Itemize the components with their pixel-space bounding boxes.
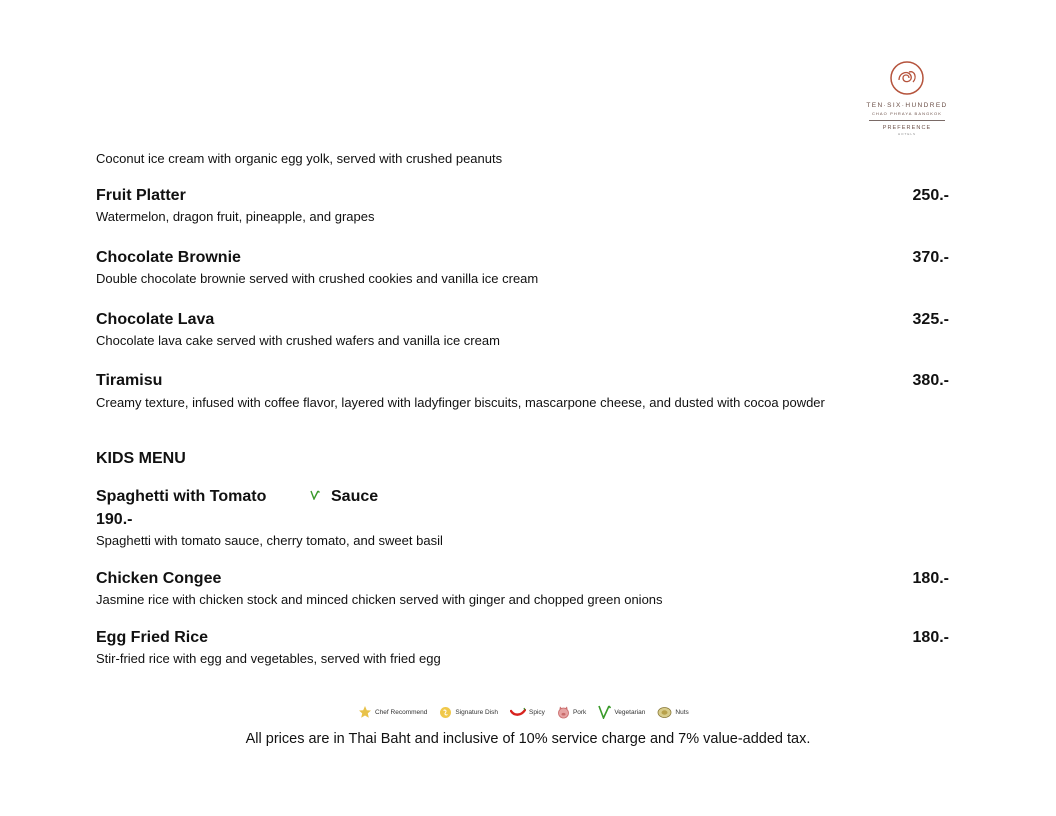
nuts-icon (657, 706, 672, 719)
price-footnote: All prices are in Thai Baht and inclusive of 10% service charge and 7% value-added tax. (245, 731, 811, 747)
congee-description: Jasmine rice with chicken stock and minced chicken served with ginger and chopped green onions (96, 592, 663, 607)
lava-price: 325.- (912, 311, 949, 328)
legend-label: Spicy (529, 708, 545, 716)
vegetarian-icon (598, 705, 611, 719)
spaghetti-name-part2: Sauce (331, 488, 379, 505)
logo-collection: PREFERENCE (882, 125, 932, 131)
legend-label: Pork (572, 708, 587, 716)
legend-label: Nuts (675, 708, 689, 716)
logo-location: CHAO PHRAYA BANGKOK (871, 111, 943, 116)
spaghetti-description: Spaghetti with tomato sauce, cherry tomato, and sweet basil (96, 533, 443, 548)
fruit-platter-description: Watermelon, dragon fruit, pineapple, and grapes (96, 209, 375, 224)
icon-legend (358, 705, 689, 719)
fried-rice-price: 180.- (912, 629, 949, 646)
legend-item-vegetarian (598, 705, 645, 719)
logo-brand: TEN·SIX·HUNDRED (866, 102, 948, 109)
tiramisu-name: Tiramisu (96, 372, 163, 389)
spaghetti-name-part1: Spaghetti with Tomato (96, 488, 267, 505)
legend-item-signature-dish (439, 706, 498, 719)
legend-label: Signature Dish (455, 708, 499, 716)
legend-item-spicy (510, 707, 545, 717)
star-icon (358, 705, 372, 719)
congee-name: Chicken Congee (96, 570, 222, 587)
spaghetti-price: 190.- (96, 511, 133, 528)
brownie-name: Chocolate Brownie (96, 249, 241, 266)
hotel-logo (862, 60, 952, 136)
fried-rice-name: Egg Fried Rice (96, 629, 209, 646)
legend-label: Vegetarian (614, 708, 646, 716)
congee-price: 180.- (912, 570, 949, 587)
chili-icon (510, 707, 526, 717)
legend-item-chef-recommend (358, 705, 427, 719)
tiramisu-price: 380.- (912, 372, 949, 389)
legend-item-pork (557, 706, 586, 719)
fruit-platter-name: Fruit Platter (96, 187, 186, 204)
brownie-price: 370.- (912, 249, 949, 266)
vegetarian-icon (310, 490, 320, 500)
signature-dish-icon (439, 706, 452, 719)
legend-label: Chef Recommend (375, 708, 428, 716)
pig-icon (557, 706, 570, 719)
tiramisu-description: Creamy texture, infused with coffee flavor, layered with ladyfinger biscuits, mascarpone cheese, and dusted with cocoa powder (96, 395, 825, 410)
lava-description: Chocolate lava cake served with crushed wafers and vanilla ice cream (96, 333, 500, 348)
lava-name: Chocolate Lava (96, 311, 215, 328)
logo-divider (869, 120, 945, 121)
fruit-platter-price: 250.- (912, 187, 949, 204)
legend-item-nuts (657, 706, 688, 719)
coconut-description: Coconut ice cream with organic egg yolk, served with crushed peanuts (96, 151, 503, 166)
kids-menu-title: KIDS MENU (96, 450, 186, 467)
hotel-emblem-icon (889, 60, 925, 96)
logo-collection-sub: HOTELS (897, 132, 916, 136)
brownie-description: Double chocolate brownie served with crushed cookies and vanilla ice cream (96, 271, 539, 286)
fried-rice-description: Stir-fried rice with egg and vegetables, served with fried egg (96, 651, 441, 666)
